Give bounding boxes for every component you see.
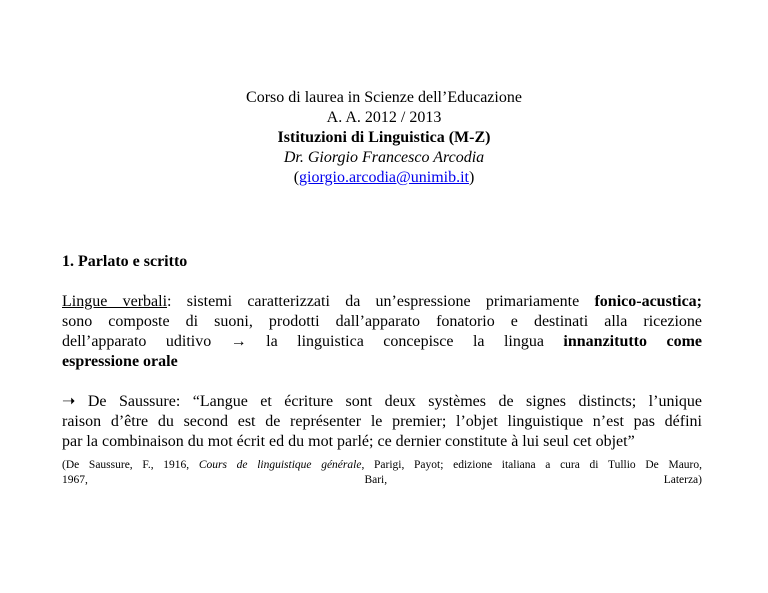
course-title: Istituzioni di Linguistica (M-Z) bbox=[277, 129, 491, 146]
email-line bbox=[0, 168, 768, 188]
email-close-paren: ) bbox=[468, 169, 475, 186]
paragraph-text: dell’apparato uditivo → la linguistica concepisce la lingua bbox=[62, 333, 564, 350]
paragraph-saussure-quote bbox=[62, 392, 702, 452]
term-lingue-verbali: Lingue verbali bbox=[62, 293, 168, 310]
paragraph-text: : sistemi caratterizzati da un’espressione primariamente bbox=[167, 293, 595, 310]
citation-book-title: Cours de linguistique générale bbox=[198, 459, 362, 471]
paragraph-lingue-verbali bbox=[62, 292, 702, 372]
quote-line: raison d’être du second est de représenter le premier; l’objet linguistique n’est pas défini bbox=[62, 413, 702, 430]
section-heading: 1. Parlato e scritto bbox=[62, 253, 188, 270]
quote-line: par la combinaison du mot écrit ed du mot parlé; ce dernier constitute à lui seul cet objet” bbox=[62, 433, 635, 450]
paragraph-line: sono composte di suoni, prodotti dall’apparato fonatorio e destinati alla ricezione bbox=[62, 313, 702, 330]
quote-line: ➝ De Saussure: “Langue et écriture sont deux systèmes de signes distincts; l’unique bbox=[62, 393, 702, 410]
email-link[interactable]: giorgio.arcodia@unimib.it bbox=[299, 169, 469, 186]
paragraph-line bbox=[62, 332, 702, 352]
course-name: Corso di laurea in Scienze dell’Educazione bbox=[246, 89, 522, 106]
teacher-name: Dr. Giorgio Francesco Arcodia bbox=[283, 149, 485, 166]
citation bbox=[62, 458, 702, 488]
paragraph-line: espressione orale bbox=[62, 353, 178, 370]
document-header bbox=[0, 88, 768, 188]
citation-line bbox=[62, 458, 702, 473]
emphasis-innanzitutto: innanzitutto come bbox=[563, 333, 702, 350]
academic-year: A. A. 2012 / 2013 bbox=[326, 109, 442, 126]
citation-text: , Parigi, Payot; edizione italiana a cura di Tullio De Mauro, bbox=[361, 459, 702, 471]
email-open-paren: ( bbox=[293, 169, 300, 186]
citation-text: (De Saussure, F., 1916, bbox=[62, 459, 199, 471]
emphasis-fonico-acustica: fonico-acustica; bbox=[594, 293, 702, 310]
paragraph-line bbox=[62, 292, 702, 312]
citation-line: 1967, Bari, Laterza) bbox=[62, 474, 702, 486]
